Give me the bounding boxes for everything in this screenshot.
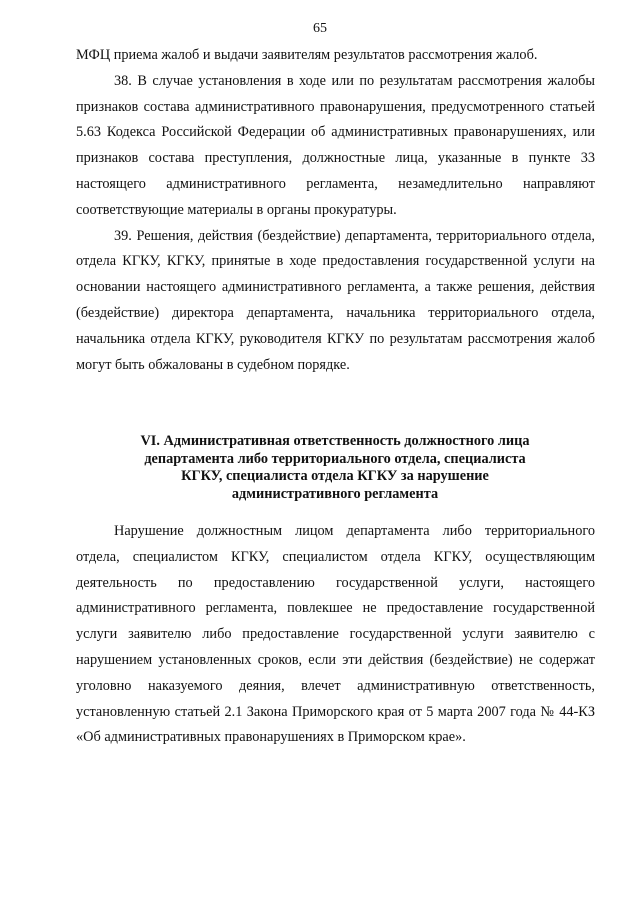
section-heading-line: VI. Административная ответственность должностного лица <box>140 433 530 449</box>
section-heading-line: департамента либо территориального отдела, специалиста <box>144 450 526 467</box>
paragraph-liability: Нарушение должностным лицом департамента либо территориального отдела, специалистом КГКУ, специалистом отдела КГКУ, осуществляющим деятельность по предоставлению государственной услуги, настоящего административного регламента, повлекшее не предоставление государственной услуги заявителю либо предоставление государственной услуги заявителю с нарушением установленных сроков, если эти действия (бездействие) не содержат уголовно наказуемого деяния, влечет административную ответственность, установленную статьей 2.1 Закона Приморского края от 5 марта 2007 года № 44-КЗ «Об административных правонарушениях в Приморском крае». <box>76 523 595 746</box>
section-heading-line: КГКУ, специалиста отдела КГКУ за нарушение <box>181 468 489 484</box>
paragraph-item-39: 39. Решения, действия (бездействие) департамента, территориального отдела, отдела КГКУ, КГКУ, принятые в ходе предоставления государственной услуги на основании настоящего административного регламента, а также решения, действия (бездействие) директора департамента, начальника территориального отдела, начальника отдела КГКУ, руководителя КГКУ по результатам рассмотрения жалоб могут быть обжалованы в судебном порядке. <box>76 227 595 373</box>
paragraph-item-38: 38. В случае установления в ходе или по результатам рассмотрения жалобы признаков состава административного правонарушения, предусмотренного статьей 5.63 Кодекса Российской Федерации об административных правонарушениях, или признаков состава преступления, должностные лица, указанные в пункте 33 настоящего административного регламента, незамедлительно направляют соответствующие материалы в органы прокуратуры. <box>76 72 595 218</box>
section-heading-line: административного регламента <box>231 485 439 502</box>
section-heading <box>100 433 570 503</box>
page-number: 65 <box>313 21 327 36</box>
body-text-top <box>76 43 595 378</box>
paragraph-continuation: МФЦ приема жалоб и выдачи заявителям результатов рассмотрения жалоб. <box>76 47 538 63</box>
body-text-bottom <box>76 519 595 751</box>
